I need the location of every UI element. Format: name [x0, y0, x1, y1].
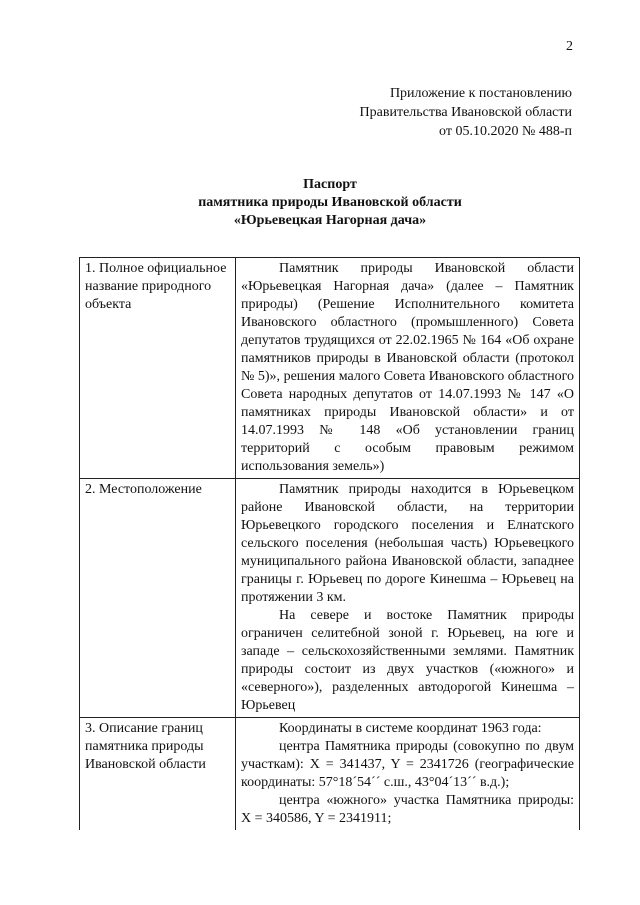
page-number: 2	[566, 39, 573, 54]
paragraph: На севере и востоке Памятник природы ограничен селитебной зоной г. Юрьевец, на юге и западе – сельскохозяйственными землями. Памятник природы состоит из двух участков («южного» и «северного»), разделенных автодорогой Кинешма – Юрьевец	[241, 608, 574, 713]
row-label: 1. Полное официальное название природного объекта	[80, 258, 236, 479]
paragraph: Координаты в системе координат 1963 года:	[279, 721, 542, 736]
title-line-1: Паспорт	[303, 177, 357, 192]
table-row	[80, 479, 580, 718]
appendix-line-3: от 05.10.2020 № 488-п	[439, 124, 572, 139]
table-row	[80, 718, 580, 831]
title-line-2: памятника природы Ивановской области	[198, 195, 462, 210]
passport-table	[79, 257, 580, 830]
row-value	[236, 718, 580, 831]
table-row	[80, 258, 580, 479]
appendix-line-2: Правительства Ивановской области	[359, 105, 572, 120]
paragraph: Памятник природы Ивановской области «Юрьевецкая Нагорная дача» (далее – Памятник природы) (Решение Исполнительного комитета Ивановского областного (промышленного) Совета депутатов трудящихся от 22.02.1965 № 164 «Об охране памятников природы в Ивановской области (протокол № 5)», решения малого Совета Ивановского областного Совета народных депутатов от 14.07.1993 № 147 «О памятниках природы Ивановской области» и от 14.07.1993 № 148 «Об установлении границ территорий с особым правовым режимом использования земель»)	[241, 261, 574, 474]
appendix-line-1: Приложение к постановлению	[389, 86, 572, 101]
row-value	[236, 258, 580, 479]
row-label: 3. Описание границ памятника природы Ивановской области	[80, 718, 236, 831]
document-title	[70, 176, 590, 230]
row-value	[236, 479, 580, 718]
paragraph: центра «южного» участка Памятника природы: X = 340586, Y = 2341911;	[241, 793, 574, 826]
row-label: 2. Местоположение	[80, 479, 236, 718]
paragraph: Памятник природы находится в Юрьевецком районе Ивановской области, на территории Юрьевецкого городского поселения и Елнатского сельского поселения (небольшая часть) Юрьевецкого муниципального района Ивановской области, западнее границы г. Юрьевец по дороге Кинешма – Юрьевец на протяжении 3 км.	[241, 482, 574, 605]
paragraph: центра Памятника природы (совокупно по двум участкам): X = 341437, Y = 2341726 (географические координаты: 57°18´54´´ с.ш., 43°04´13´´ в.д.);	[241, 739, 574, 790]
appendix-note	[272, 84, 572, 141]
title-line-3: «Юрьевецкая Нагорная дача»	[233, 213, 427, 228]
